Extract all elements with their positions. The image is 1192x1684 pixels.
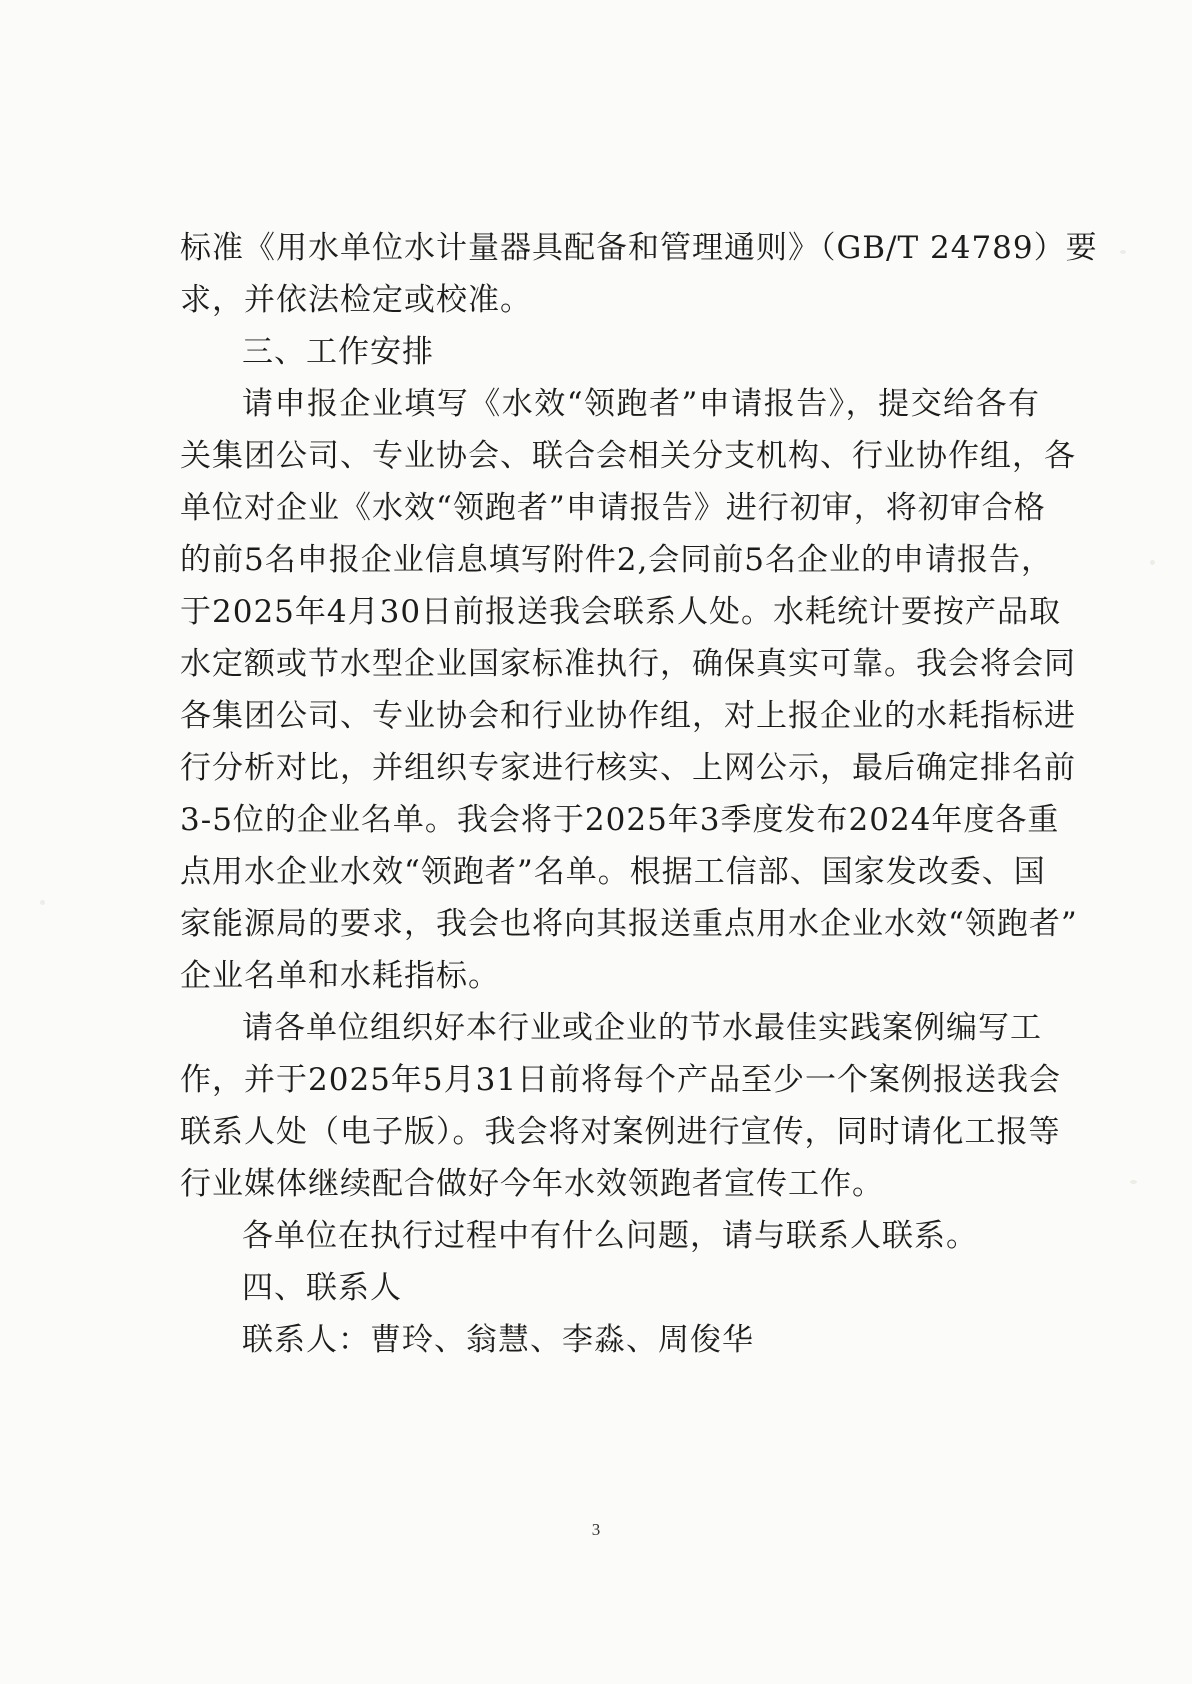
text-line: 求，并依法检定或校准。 (180, 282, 532, 318)
text-line: 水定额或节水型企业国家标准执行，确保真实可靠。我会将会同 (180, 646, 1076, 682)
scan-speck (1130, 1180, 1137, 1184)
page-number: 3 (591, 1520, 601, 1539)
scan-speck (1120, 250, 1126, 254)
text-line: 各集团公司、专业协会和行业协作组，对上报企业的水耗指标进 (180, 698, 1076, 734)
text-line: 关集团公司、专业协会、联合会相关分支机构、行业协作组，各 (180, 438, 1076, 474)
scan-speck (1150, 560, 1155, 565)
section-heading: 四、联系人 (242, 1270, 402, 1306)
contact-line: 联系人：曹玲、翁慧、李淼、周俊华 (242, 1322, 754, 1358)
text-line: 作，并于2025年5月31日前将每个产品至少一个案例报送我会 (180, 1062, 1062, 1098)
text-line: 的前5名申报企业信息填写附件2,会同前5名企业的申请报告， (180, 542, 1054, 578)
text-line: 3-5位的企业名单。我会将于2025年3季度发布2024年度各重 (180, 802, 1060, 838)
text-line: 于2025年4月30日前报送我会联系人处。水耗统计要按产品取 (180, 594, 1062, 630)
text-line: 单位对企业《水效“领跑者”申请报告》进行初审，将初审合格 (180, 490, 1046, 526)
text-line: 家能源局的要求，我会也将向其报送重点用水企业水效“领跑者” (180, 906, 1078, 942)
text-line: 标准《用水单位水计量器具配备和管理通则》（GB/T 24789）要 (180, 230, 1098, 266)
text-line: 各单位在执行过程中有什么问题，请与联系人联系。 (242, 1218, 978, 1254)
section-heading: 三、工作安排 (242, 334, 434, 370)
text-line: 联系人处（电子版）。我会将对案例进行宣传，同时请化工报等 (180, 1114, 1061, 1150)
text-line: 请申报企业填写《水效“领跑者”申请报告》，提交给各有 (242, 386, 1040, 422)
scan-speck (40, 900, 45, 905)
text-line: 企业名单和水耗指标。 (180, 958, 500, 994)
text-line: 行业媒体继续配合做好今年水效领跑者宣传工作。 (180, 1166, 884, 1202)
text-line: 点用水企业水效“领跑者”名单。根据工信部、国家发改委、国 (180, 854, 1046, 890)
text-line: 行分析对比，并组织专家进行核实、上网公示，最后确定排名前 (180, 750, 1076, 786)
text-line: 请各单位组织好本行业或企业的节水最佳实践案例编写工 (242, 1010, 1042, 1046)
